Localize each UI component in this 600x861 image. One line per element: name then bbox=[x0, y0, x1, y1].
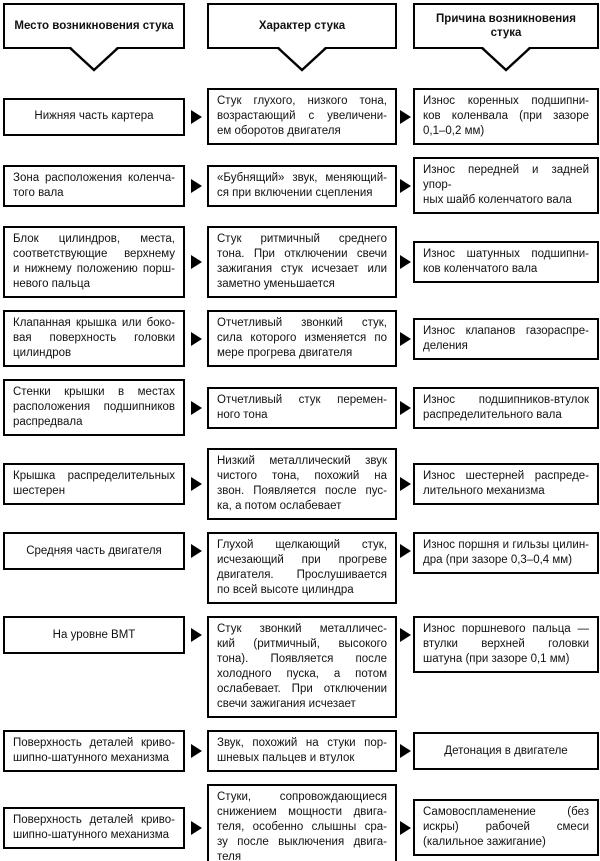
character-box bbox=[207, 165, 397, 207]
diagram-row bbox=[3, 448, 600, 520]
diagram-row bbox=[3, 226, 600, 298]
cause-box bbox=[413, 463, 599, 505]
character-box-line: Стук глухого, низкого тона, bbox=[217, 95, 387, 107]
place-box bbox=[3, 165, 185, 207]
character-box bbox=[207, 616, 397, 718]
diagram-row bbox=[3, 88, 600, 145]
arrow-cell bbox=[397, 616, 413, 654]
place-box bbox=[3, 226, 185, 298]
character-box-line: звон. Появляется после пус- bbox=[217, 485, 387, 497]
header-character bbox=[207, 3, 397, 49]
place-box bbox=[3, 807, 185, 849]
place-box-line: цилиндров bbox=[13, 347, 72, 359]
place-box-line: Поверхность деталей криво- bbox=[13, 813, 175, 826]
character-box-line: Отчетливый стук перемен- bbox=[217, 393, 387, 406]
character-box-line: ного тона bbox=[217, 408, 268, 421]
place-box-line: Клапанная крышка или боко- bbox=[13, 317, 175, 329]
cause-box-line: Износ шестерней распреде- bbox=[423, 470, 589, 482]
character-box-line: по всей высоте цилиндра bbox=[217, 584, 354, 596]
arrow-cell bbox=[185, 157, 207, 214]
arrow-cell bbox=[185, 448, 207, 520]
arrow-right-icon bbox=[400, 332, 411, 346]
cause-box-line: Износ поршневого пальца — bbox=[423, 623, 589, 635]
character-box bbox=[207, 226, 397, 298]
arrow-cell bbox=[185, 730, 207, 772]
header-character-label: Характер стука bbox=[207, 3, 397, 49]
arrow-cell bbox=[397, 784, 413, 861]
header-row bbox=[3, 3, 600, 49]
arrow-right-icon bbox=[191, 110, 202, 124]
character-box-line: ся при включении сцепления bbox=[217, 186, 373, 199]
place-box-line: шестерен bbox=[13, 485, 66, 497]
diagram-row bbox=[3, 616, 600, 718]
character-box bbox=[207, 310, 397, 367]
place-box-line: расположения подшипников bbox=[13, 401, 175, 413]
character-box-line: теля, особенно слышны сра- bbox=[217, 821, 387, 833]
arrow-cell bbox=[397, 730, 413, 772]
place-box-line: того вала bbox=[13, 186, 64, 199]
character-box bbox=[207, 387, 397, 429]
cause-box-line: дра (при зазоре 0,3–0,4 мм) bbox=[423, 554, 573, 566]
cause-box bbox=[413, 241, 599, 283]
place-box-line: шипно-шатунного механизма bbox=[13, 752, 170, 764]
character-box-line: Низкий металлический звук bbox=[217, 455, 387, 467]
character-box-line: сила которого изменяется по bbox=[217, 332, 387, 344]
place-box-line: Поверхность деталей криво- bbox=[13, 737, 175, 749]
arrow-cell bbox=[397, 226, 413, 298]
cause-box-line: искры) рабочей смеси bbox=[423, 821, 589, 833]
place-box bbox=[3, 98, 185, 136]
cause-box bbox=[413, 616, 599, 673]
arrow-cell bbox=[185, 532, 207, 570]
arrow-cell bbox=[397, 157, 413, 214]
rows-container bbox=[3, 88, 600, 861]
place-box-line: На уровне ВМТ bbox=[52, 628, 136, 641]
place-box-line: невого пальца bbox=[13, 278, 90, 290]
diagram-row bbox=[3, 379, 600, 436]
cause-box bbox=[413, 799, 599, 856]
cause-box-line: Износ шатунных подшипни- bbox=[423, 248, 589, 260]
arrow-cell bbox=[185, 784, 207, 861]
character-box-line: Стуки, сопровождающиеся bbox=[217, 791, 387, 803]
character-box-line: чистого тона, похожий на bbox=[217, 470, 387, 482]
character-box-line: зу после выключения двига- bbox=[217, 836, 387, 848]
character-box-line: Стук ритмичный среднего bbox=[217, 233, 387, 245]
character-box-line: возрастающий с увеличени- bbox=[217, 110, 387, 122]
arrow-right-icon bbox=[400, 179, 411, 193]
character-box-line: ем оборотов двигателя bbox=[217, 125, 341, 137]
place-box-line: Блок цилиндров, места, bbox=[13, 233, 175, 245]
arrow-cell bbox=[397, 448, 413, 520]
character-box-line: тона. При отключении свечи bbox=[217, 248, 387, 260]
arrow-right-icon bbox=[191, 332, 202, 346]
arrow-right-icon bbox=[191, 544, 202, 558]
arrow-right-icon bbox=[400, 110, 411, 124]
arrow-right-icon bbox=[400, 628, 411, 642]
character-box bbox=[207, 448, 397, 520]
cause-box-line: лительного механизма bbox=[423, 485, 545, 497]
cause-box-line: втулки верхней головки bbox=[423, 638, 589, 650]
arrow-cell bbox=[185, 616, 207, 654]
cause-box bbox=[413, 732, 599, 770]
place-box-line: соответствующие верхнему bbox=[13, 248, 175, 260]
character-box-line: холодного пуска, а потом bbox=[217, 668, 387, 680]
header-gap bbox=[185, 3, 207, 49]
cause-box-line: распределительного вала bbox=[423, 408, 562, 421]
header-cause-label: Причина возникновения стука bbox=[413, 3, 599, 49]
character-box-line: исчезающий при прогреве bbox=[217, 554, 387, 566]
arrow-cell bbox=[185, 310, 207, 367]
arrow-right-icon bbox=[191, 821, 202, 835]
character-box-line: мере прогрева двигателя bbox=[217, 347, 353, 359]
cause-box-line: ков коленвала (при зазоре bbox=[423, 110, 589, 122]
cause-box-line: Детонация в двигателе bbox=[444, 744, 568, 757]
header-cause bbox=[413, 3, 599, 49]
cause-box bbox=[413, 532, 599, 574]
cause-box-line: ных шайб коленчатого вала bbox=[423, 194, 572, 206]
character-box-line: зажигания стук исчезает или bbox=[217, 263, 387, 275]
cause-box-line: Самовоспламенение (без bbox=[423, 806, 589, 818]
cause-box bbox=[413, 88, 599, 145]
character-box-line: теля bbox=[217, 851, 242, 861]
character-box bbox=[207, 88, 397, 145]
arrow-right-icon bbox=[191, 744, 202, 758]
arrow-right-icon bbox=[191, 401, 202, 415]
cause-box bbox=[413, 318, 599, 360]
place-box bbox=[3, 532, 185, 570]
cause-box bbox=[413, 157, 599, 214]
arrow-right-icon bbox=[191, 255, 202, 269]
arrow-cell bbox=[185, 379, 207, 436]
character-box-line: «Бубнящий» звук, меняющий- bbox=[217, 171, 387, 184]
header-pointer-icon bbox=[67, 47, 121, 72]
cause-box-line: Износ коренных подшипни- bbox=[423, 95, 589, 107]
diagram-row bbox=[3, 157, 600, 214]
cause-box-line: Износ подшипников-втулок bbox=[423, 393, 589, 406]
cause-box-line: Износ клапанов газораспре- bbox=[423, 324, 589, 337]
place-box bbox=[3, 379, 185, 436]
place-box bbox=[3, 463, 185, 505]
place-box-line: распредвала bbox=[13, 416, 83, 428]
place-box-line: вая поверхность головки bbox=[13, 332, 175, 344]
character-box-line: кий (ритмичный, высокого bbox=[217, 638, 387, 650]
header-gap bbox=[397, 3, 413, 49]
arrow-right-icon bbox=[400, 544, 411, 558]
character-box-line: шневых пальцев и втулок bbox=[217, 752, 355, 764]
arrow-right-icon bbox=[400, 744, 411, 758]
arrow-right-icon bbox=[400, 401, 411, 415]
arrow-right-icon bbox=[191, 477, 202, 491]
header-pointer-icon bbox=[479, 47, 533, 72]
arrow-cell bbox=[397, 310, 413, 367]
arrow-cell bbox=[397, 379, 413, 436]
place-box-line: шипно-шатунного механизма bbox=[13, 828, 170, 841]
place-box-line: Средняя часть двигателя bbox=[26, 544, 162, 557]
place-box-line: Зона расположения коленча- bbox=[13, 171, 175, 184]
character-box-line: ослабевает. При отключении bbox=[217, 683, 387, 695]
arrow-cell bbox=[397, 88, 413, 145]
diagram-row bbox=[3, 310, 600, 367]
place-box bbox=[3, 616, 185, 654]
place-box-line: Стенки крышки в местах bbox=[13, 386, 175, 398]
place-box-line: и нижнему положению порш- bbox=[13, 263, 175, 275]
character-box-line: Звук, похожий на стуки пор- bbox=[217, 737, 387, 749]
place-box-line: Крышка распределительных bbox=[13, 470, 175, 482]
cause-box-line: (калильное зажигание) bbox=[423, 836, 546, 848]
cause-box-line: шатуна (при зазоре 0,1 мм) bbox=[423, 653, 570, 665]
cause-box-line: ков коленчатого вала bbox=[423, 263, 538, 275]
arrow-right-icon bbox=[400, 477, 411, 491]
character-box-line: заметно уменьшается bbox=[217, 278, 335, 290]
place-box bbox=[3, 310, 185, 367]
character-box-line: двигателя. Прослушивается bbox=[217, 569, 387, 581]
character-box bbox=[207, 532, 397, 604]
cause-box bbox=[413, 387, 599, 429]
header-place bbox=[3, 3, 185, 49]
cause-box-line: 0,1–0,2 мм) bbox=[423, 125, 485, 137]
character-box bbox=[207, 784, 397, 861]
character-box-line: снижением мощности двига- bbox=[217, 806, 387, 818]
arrow-cell bbox=[185, 88, 207, 145]
arrow-right-icon bbox=[400, 821, 411, 835]
arrow-cell bbox=[185, 226, 207, 298]
place-box bbox=[3, 730, 185, 772]
arrow-right-icon bbox=[191, 628, 202, 642]
header-place-label: Место возникновения стука bbox=[3, 3, 185, 49]
diagram-row bbox=[3, 784, 600, 861]
character-box-line: ка, а потом ослабевает bbox=[217, 500, 342, 512]
character-box-line: Отчетливый звонкий стук, bbox=[217, 317, 387, 329]
arrow-right-icon bbox=[191, 179, 202, 193]
diagram-row bbox=[3, 532, 600, 604]
arrow-cell bbox=[397, 532, 413, 570]
character-box-line: тона). Появляется после bbox=[217, 653, 387, 665]
place-box-line: Нижняя часть картера bbox=[34, 110, 154, 122]
diagram-row bbox=[3, 730, 600, 772]
header-pointer-icon bbox=[275, 47, 329, 72]
cause-box-line: Износ поршня и гильзы цилин- bbox=[423, 539, 589, 551]
arrow-right-icon bbox=[400, 255, 411, 269]
cause-box-line: деления bbox=[423, 339, 468, 352]
character-box bbox=[207, 730, 397, 772]
cause-box-line: Износ передней и задней упор- bbox=[423, 164, 589, 191]
character-box-line: Глухой щелкающий стук, bbox=[217, 539, 387, 551]
character-box-line: Стук звонкий металличес- bbox=[217, 623, 387, 635]
character-box-line: свечи зажигания исчезает bbox=[217, 698, 356, 710]
